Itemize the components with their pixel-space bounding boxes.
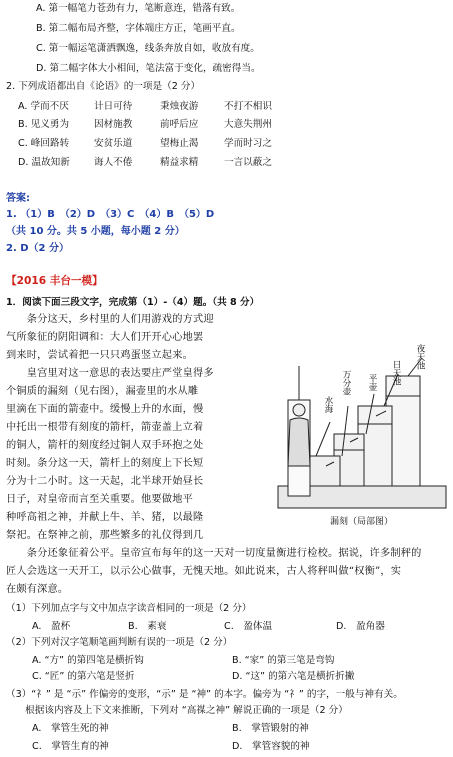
para1-line: 条分这天，乡村里的人们用游戏的方式迎 (6, 314, 214, 325)
answer-line-3: 2. D（2 分） (6, 243, 69, 254)
fig-label: 日天池 (391, 360, 401, 386)
figure-caption: 漏刻（局部图） (330, 517, 394, 527)
q2-row-a (18, 100, 272, 113)
para3-line: 匠人会选这一天开工，以示公心做事，无愧天地。如此说来，古人将秤叫做“权衡”，实 (6, 566, 402, 577)
subq2-option: B. “家” 的第三笔是弯钩 (232, 655, 335, 666)
question-2-stem: 2. 下列成语都出自《论语》的一项是（2 分） (6, 81, 201, 92)
q2-cell: 不打不相识 (224, 101, 272, 112)
subq1-option: C. 盈体温 (224, 621, 273, 632)
answer-line-2: （共 10 分。共 5 小题，每小题 2 分） (6, 226, 185, 237)
option-c: C. 第一幅运笔潇洒飘逸，线条奔放自如，收放有度。 (36, 43, 260, 54)
q2-cell: 计日可待 (94, 101, 133, 112)
q2-cell: C. 峰回路转 (18, 138, 70, 149)
q2-cell: 望梅止渴 (160, 138, 199, 149)
subq1-option: D. 盈角器 (336, 621, 385, 632)
subq2-option: A. “方” 的第四笔是横折钩 (32, 655, 144, 666)
option-a: A. 第一幅笔力苍劲有力，笔断意连，错落有致。 (36, 3, 241, 14)
water-clock-drawing (276, 336, 448, 512)
para2-line: 日子，对皇帝而言至关重要。他要做地平 (6, 494, 193, 505)
q2-cell: 大意失荆州 (224, 119, 272, 130)
fig-label: 夜天池 (415, 344, 425, 370)
water-clock-illustration (276, 336, 448, 512)
para1-line: 气所象征的阴阳调和：大人们开开心心地罢 (6, 332, 204, 343)
q2-cell: 前呼后应 (160, 119, 199, 130)
para3-line: 在颇有深意。 (6, 584, 69, 595)
q2-row-d (18, 156, 272, 169)
section-title: 【2016 丰台一模】 (6, 275, 103, 287)
para1-line: 到来时，尝试着把一只只鸡蛋竖立起来。 (6, 350, 193, 361)
option-d: D. 第二幅字体大小相间，笔法富于变化，疏密得当。 (36, 63, 261, 74)
subq1-option: A. 盈杯 (32, 621, 71, 632)
q2-cell: 因材施教 (94, 119, 133, 130)
subq3-option: D. 掌管容貌的神 (232, 741, 310, 752)
para2-line: 中托出一根带有刻度的箭杆，箭壶盖上立着 (6, 422, 204, 433)
subq1-stem: （1）下列加点字与文中加点字读音相同的一项是（2 分） (6, 603, 252, 614)
para3-line: 条分还象征着公平。皇帝宣布每年的这一天对一切度量衡进行检校。据说，许多制秤的 (6, 548, 422, 559)
q2-cell: 诲人不倦 (94, 157, 133, 168)
subq3-stem: （3）“礻” 是 “示” 作偏旁的变形，“示” 是 “神” 的本字。偏旁为 “礻” 的字，一般与神有关。 (6, 689, 403, 700)
q2-cell: 一言以蔽之 (224, 157, 272, 168)
q2-cell: 秉烛夜游 (160, 101, 199, 112)
para2-line: 种呼高祖之神，并献上牛、羊、猪，以最隆 (6, 512, 204, 523)
answer-title: 答案: (6, 193, 30, 204)
para2-line: 里滴在下面的箭壶中。缓慢上升的水面，慢 (6, 404, 204, 415)
subq1-option: B. 素衰 (128, 621, 167, 632)
para2-line: 分为十二小时。这一天起，北半球开始昼长 (6, 476, 204, 487)
answer-line-1: 1. （1）B （2）D （3）C （4）B （5）D (6, 209, 215, 220)
q2-row-b (18, 118, 272, 131)
fig-label: 万分壶 (341, 370, 351, 396)
subq3-stem-2: 根据该内容及上下文来推断，下列对 “高禖之神” 解说正确的一项是（2 分） (6, 705, 348, 716)
para2-line: 祭祀。在祭神之前，那些繁多的礼仪得到几 (6, 530, 204, 541)
para2-line: 时刻。条分这一天，箭杆上的刻度上下长短 (6, 458, 204, 469)
para2-line: 皇宫里对这一意思的表达要庄严堂皇得多 (6, 368, 214, 379)
section-question-stem: 1．阅读下面三段文字，完成第（1）-（4）题。（共 8 分） (6, 297, 260, 308)
q2-cell: 安贫乐道 (94, 138, 133, 149)
subq2-option: D. “这” 的第六笔是横折折撇 (232, 671, 355, 682)
q2-cell: 学而时习之 (224, 138, 272, 149)
subq3-option: B. 掌管锻射的神 (232, 723, 309, 734)
para2-line: 的铜人，箭杆的刻度经过铜人双手环抱之处 (6, 440, 204, 451)
subq2-stem: （2）下列对汉字笔顺笔画判断有误的一项是（2 分） (6, 637, 233, 648)
q2-row-c (18, 137, 272, 150)
fig-label: 水海 (323, 396, 333, 413)
q2-cell: 精益求精 (160, 157, 199, 168)
subq3-option: C. 掌管生育的神 (32, 741, 109, 752)
para2-line: 个铜质的漏刻（见右图），漏壶里的水从雕 (6, 386, 199, 397)
q2-cell: D. 温故知新 (18, 157, 70, 168)
subq2-option: C. “匠” 的第六笔是竖折 (32, 671, 135, 682)
q2-cell: A. 学而不厌 (18, 101, 69, 112)
option-b: B. 第二幅布局齐整，字体端庄方正，笔画平直。 (36, 23, 241, 34)
subq3-option: A. 掌管生死的神 (32, 723, 109, 734)
fig-label: 平壶 (367, 374, 377, 391)
subq1-options (32, 620, 385, 633)
q2-cell: B. 见义勇为 (18, 119, 70, 130)
